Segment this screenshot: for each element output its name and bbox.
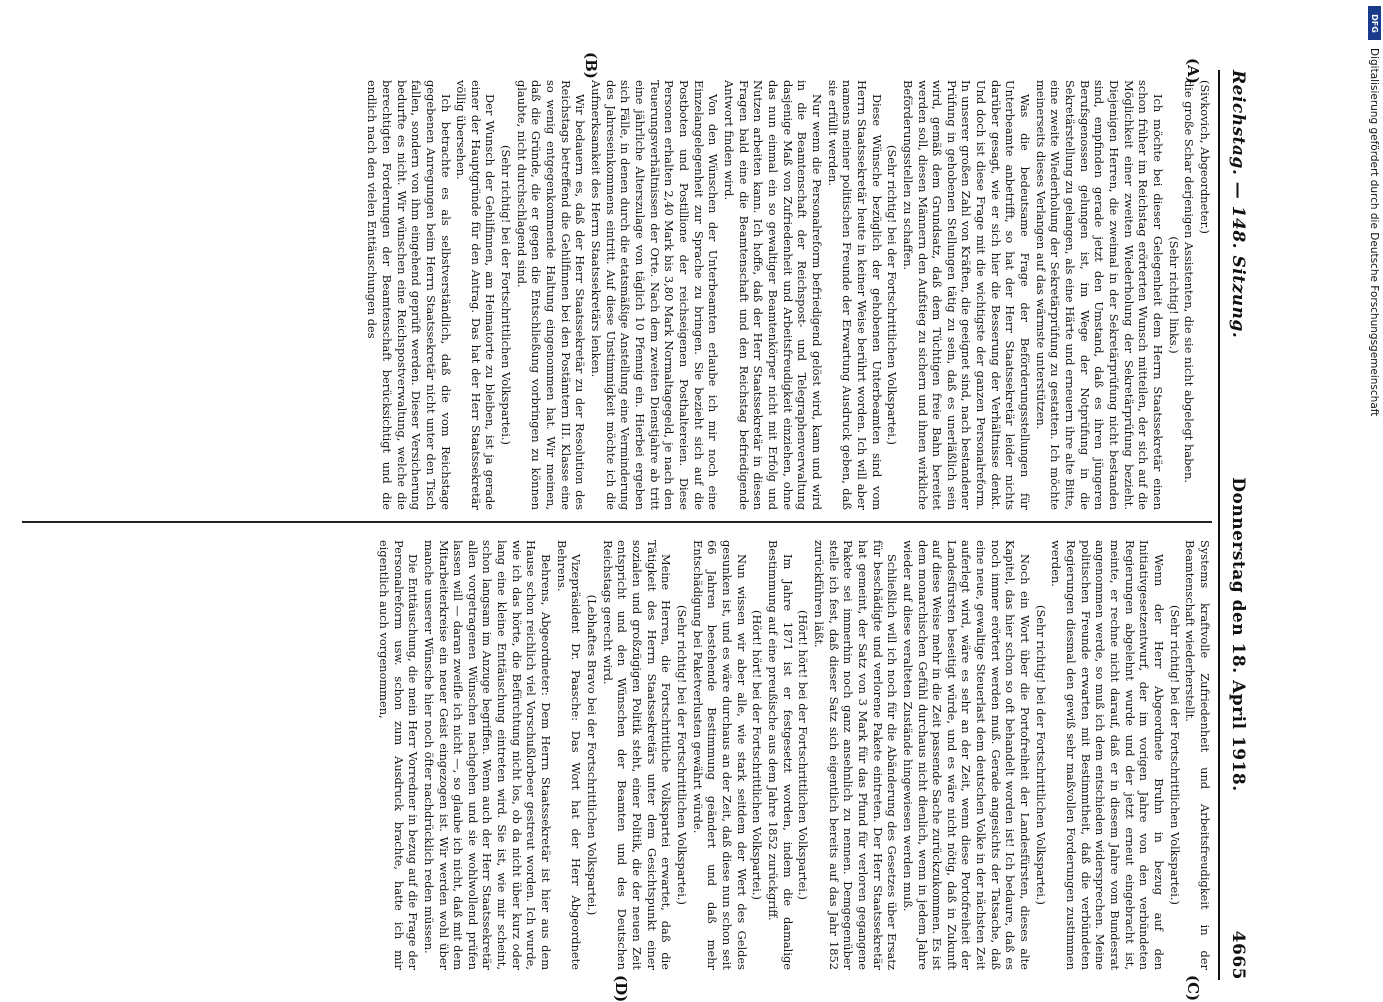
interjection: (Sehr richtig! bei der Fortschrittlichen Volkspartei.) <box>885 145 900 445</box>
paragraph: Nun wissen wir aber alle, wie stark seitdem der Wert des Geldes gesunken ist, und es wäre durchaus an der Zeit, daß diese nun schon seit 66 Jahren bestehende Bestimmung geändert und daß mehr Entschädigung bei Paketverlusten gewährt würde. <box>690 540 749 970</box>
paragraph: Diese Wünsche bezüglich der gehobenen Unterbeamten sind vom Herrn Staatssekretär heute in keiner Weise berührt worden. Ich will aber namens meiner politischen Freunde der Erwartung Ausdruck geben, daß sie erfüllt werden. <box>825 80 884 510</box>
paragraph: Was die bedeutsame Frage der Beförderungsstellungen für Unterbeamte anbetrifft, so hat der Herr Staatssekretär leider nichts darüber gesagt, wie er sich hier die Besserung der Verhältnisse denkt. Und doch ist diese Frage mit die wichtigste der ganzen Personalreform. In unserer großen Zahl von Kräften, die geeignet sind, nach bestandener Prüfung in gehobenen Stellungen tätig zu sein, daß es unerläßlich sein wird, gemäß dem Grundsatz, daß dem Tüchtigen freie Bahn bereitet werden soll, diesen Männern den Aufstieg zu sichern und ihnen wirkliche Beförderungsstellen zu schaffen. <box>900 80 1033 510</box>
digitization-note: Digitalisierung gefördert durch die Deutsche Forschungsgemeinschaft <box>1368 48 1380 417</box>
paragraph: Vizepräsident Dr. Paasche: Das Wort hat der Herr Abgeordnete Behrens. <box>554 540 584 970</box>
speaker-line: (Sivkovich, Abgeordneter.) <box>1198 80 1212 234</box>
paragraph: Meine Herren, die Fortschrittliche Volkspartei erwartet, daß die Tätigkeit des Herrn Staatssekretärs unter dem Gesichtspunkt einer sozialen und großzügigen Politik steht, einer Politik, die der neuen Zeit entspricht und den Wünschen der Beamten und des Deutschen Reichstags gerecht wird. <box>600 540 674 970</box>
interjection: (Hört! hört! bei der Fortschrittlichen Volkspartei.) <box>750 610 765 900</box>
interjection: (Lebhaftes Bravo bei der Fortschrittlichen Volkspartei.) <box>585 594 600 916</box>
paragraph: Von den Wünschen der Unterbeamten erlaube ich mir noch eine Einzelangelegenheit zur Sprache zu bringen. Sie bezieht sich auf die Postboten und Postillione der reichseigenen Posthaltereien. Diese Personen erhalten 2,40 Mark bis 3,80 Mark Normaltagegeld, je nach den Teuerungsverhältnissen der Orte. Nach dem zweiten Dienstjahre ab tritt eine jährliche Alterszulage von täglich 10 Pfennig ein. Hierbei ergeben sich Fälle, in denen durch die etatsmäßige Anstellung eine Verminderung des Jahreseinkommens eintritt. Auf diese Unstimmigkeit möchte ich die Aufmerksamkeit des Herrn Staatssekretärs lenken. <box>589 80 721 510</box>
interjection: (Sehr richtig! links.) <box>1166 236 1181 354</box>
margin-marker-c: (C) <box>1184 975 1202 1002</box>
page-header <box>1221 70 1255 980</box>
paragraph: Nur wenn die Personalreform befriedigend gelöst wird, kann und wird in die Beamtenschaft der Reichspost- und Telegraphenverwaltung dasjenige Maß von Zufriedenheit und Arbeitsfreudigkeit einziehen, ohne das nun einmal ein so gewaltiger Beamtenkörper nicht mit Erfolg und Nutzen arbeiten kann. Ich hoffe, daß der Herr Staatssekretär in diesen Fragen bald eine die Beamtenschaft und den Reichstag befriedigende Antwort finden wird. <box>722 80 824 510</box>
interjection: (Sehr richtig! bei der Fortschrittlichen Volkspartei.) <box>1033 605 1048 905</box>
column-separator <box>22 521 1212 523</box>
left-column <box>22 80 1212 510</box>
paragraph: Systems kraftvolle Zufriedenheit und Arbeitsfreudigkeit in der Beamtenschaft wiederherstellt. <box>1183 540 1212 970</box>
header-left: Reichstag. — 148. Sitzung. <box>1228 70 1248 339</box>
interjection: (Sehr richtig! bei der Fortschrittlichen Volkspartei.) <box>499 145 514 445</box>
margin-marker-b: (B) <box>582 52 600 79</box>
interjection: (Hört! hört! bei der Fortschrittlichen Volkspartei.) <box>796 610 811 900</box>
header-date: Donnerstag den 18. April 1918. <box>1228 477 1248 792</box>
paragraph: Ich möchte bei dieser Gelegenheit dem Herrn Staatssekretär einen schon früher im Reichstag erörterten Wunsch mitteilen, der sich auf die Möglichkeit einer zweiten Wiederholung der Sekretärprüfung bezieht. Diejenigen Herren, die zweimal in der Sekretärprüfung nicht bestanden sind, empfinden gerade jetzt den Umstand, daß es ihren jüngeren Berufsgenossen gelungen ist, im Wege der Notprüfung in die Sekretärstellung zu gelangen, als eine Härte und erneuern ihre alte Bitte, eine zweite Wiederholung der Sekretärprüfung zu gestatten. Ich möchte meinerseits dieses Verlangen auf das wärmste unterstützen. <box>1033 80 1166 510</box>
paragraph: Noch ein Wort über die Portofreiheit der Landesfürsten, dieses alte Kapitel, das hier schon so oft behandelt worden ist! Ich bedaure, daß es noch immer erörtert werden muß. Gerade angesichts der Tatsache, daß eine neue, gewaltige Steuerlast dem deutschen Volke in der nächsten Zeit auferlegt wird, wäre es sehr an der Zeit, wenn diese Portofreiheit der Landesfürsten beseitigt würde, und es wäre nicht nötig, daß in Zukunft auf diese Weise mehr in die Zeit passende Sache zurückzukommen. Es ist dem monarchischen Gefühl durchaus nicht dienlich, wenn in jedem Jahre wieder auf diese veralteten Zustände hingewiesen werden muß. <box>900 540 1033 970</box>
paragraph: die große Schar derjenigen Assistenten, die sie nicht abgelegt haben. <box>1182 80 1197 484</box>
paragraph: Schließlich will ich noch für die Abänderung des Gesetzes über Ersatz für beschädigte und verlorene Pakete eintreten. Der Herr Staatssekretär hat gemeint, der Satz von 3 Mark für das Pfund für verloren gegangene Pakete sei immerhin noch ganz ansehnlich zu nennen. Demgegenüber stelle ich fest, daß dieser Satz sich eigentlich bereits auf das Jahr 1852 zurückführen läßt. <box>811 540 900 970</box>
dfg-logo: DFG <box>1368 6 1381 40</box>
paragraph: Wenn der Herr Abgeordnete Bruhn in bezug auf den Initiativgesetzentwurf, der im vorigen Jahre von den verbündeten Regierungen abgelehnt wurde und der jetzt erneut eingebracht ist, meinte, er rechne nicht darauf, daß er in diesem Jahre vom Bundesrat angenommen werde, so muß ich dem entschieden widersprechen. Meine politischen Freunde erwarten mit Bestimmtheit, daß die verbündeten Regierungen diesmal den gewiß sehr maßvollen Forderungen zustimmen werden. <box>1049 540 1167 970</box>
page-number: 4665 <box>1228 930 1248 980</box>
paragraph: Der Wunsch der Gehilfinnen, am Heimatorte zu bleiben, ist ja gerade einer der Hauptgründe für den Antrag. Das hat der Herr Staatssekretär völlig übersehen. <box>454 80 498 510</box>
paragraph: Behrens, Abgeordneter: Dem Herrn Staatssekretär ist hier aus dem Hause schon reichlich viel Vorschußlorbeer gestreut worden. Ich wurde, wie ich das hörte, die Befürchtung nicht los, ob da nicht über kurz oder lang eine kleine Enttäuschung eintreten wird. Sie ist, wie mir scheint, schon langsam im Anzuge begriffen. Wenn auch der Herr Staatssekretär allen vorgetragenen Wünschen nachgehen und sie wohlwollend prüfen lassen will — daran zweifle ich nicht —, so glaube ich nicht, daß mit dem Mitarbeiterkreise ein neuer Geist eingezogen ist. Wir werden wohl über manche unserer Wünsche hier noch öfter nachdrücklich reden müssen. <box>421 540 554 970</box>
paragraph: Im Jahre 1871 ist er festgesetzt worden, indem die damalige Bestimmung auf eine preußische aus dem Jahre 1852 zurückgriff. <box>765 540 795 970</box>
interjection: (Sehr richtig! bei der Fortschrittlichen Volkspartei.) <box>1167 605 1182 905</box>
margin-marker-a: (A) <box>1184 58 1202 84</box>
margin-marker-d: (D) <box>612 975 630 1002</box>
paragraph: Ich betrachte es als selbstverständlich, daß die vom Reichstage gegebenen Anregungen beim Herrn Staatssekretär nicht unter den Tisch fallen, sondern von ihm eingehend geprüft werden. Dieser Versicherung bedurfte es nicht. Wir wünschen eine Reichspostverwaltung, welche die berechtigten Forderungen der Beamtenschaft berücksichtigt und die endlich nach den vielen Enttäuschungen des <box>365 80 453 510</box>
paragraph: Die Enttäuschung, die mein Herr Vorredner in bezug auf die Frage der Personalreform usw. schon zum Ausdruck brachte, hatte ich mir eigentlich auch vorgenommen, <box>376 540 421 970</box>
interjection: (Sehr richtig! bei der Fortschrittlichen Volkspartei.) <box>675 605 690 905</box>
paragraph: Wir bedauern es, daß der Herr Staatssekretär zu der Resolution des Reichstags betreffend die Gehilfinnen bei den Postämtern III. Klasse eine so wenig entgegenkommende Haltung eingenommen hat. Wir meinen, daß die Gründe, die er gegen die Entschließung vorbringen zu können glaubte, nicht durchschlagend sind. <box>514 80 588 510</box>
right-column <box>22 540 1212 970</box>
header-rule <box>1218 70 1220 980</box>
